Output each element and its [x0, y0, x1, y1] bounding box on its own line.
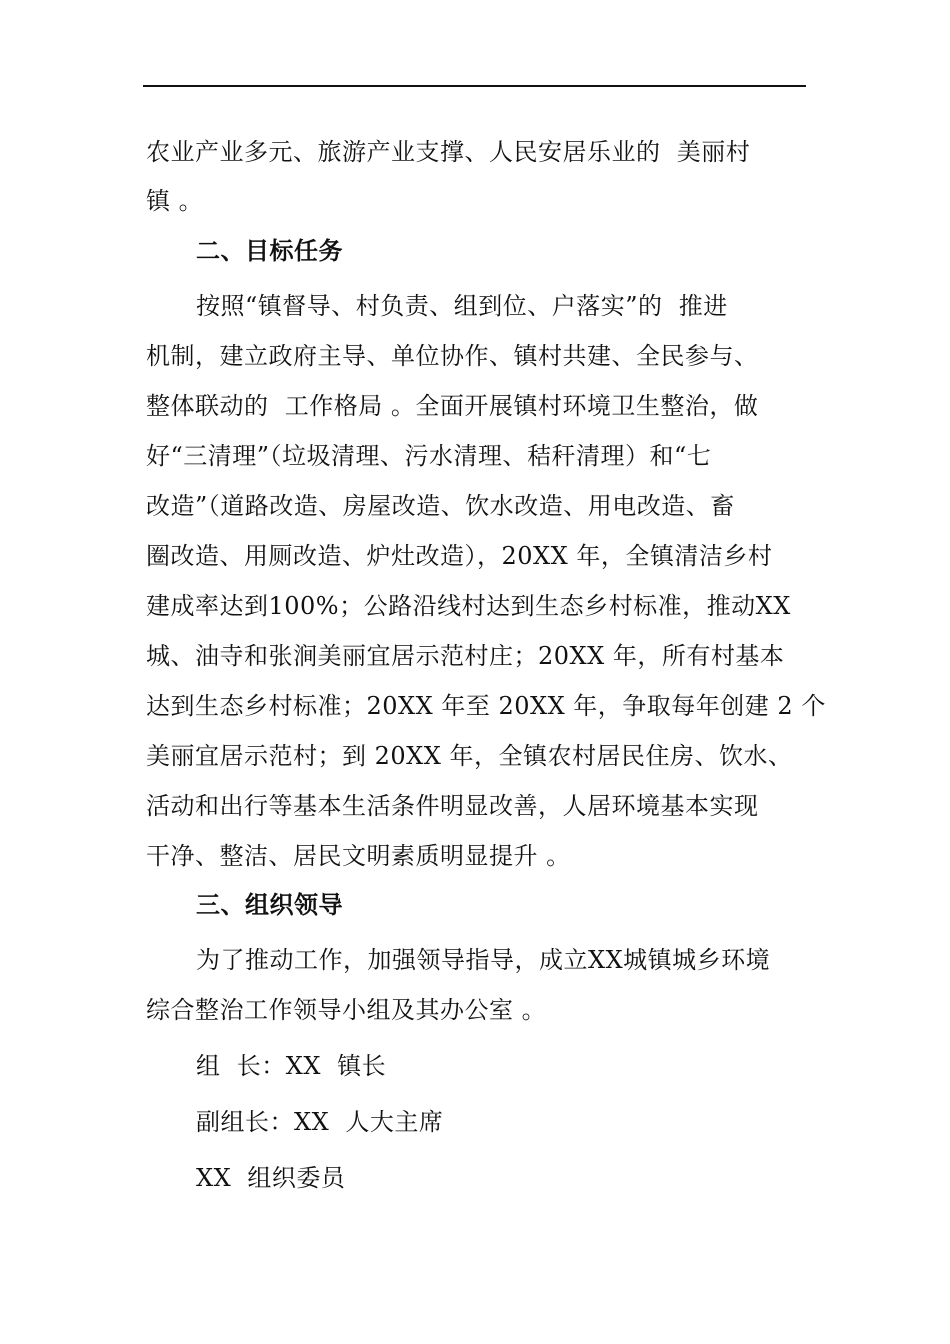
body-line: 农业产业多元、旅游产业支撑、人民安居乐业的 美丽村: [146, 138, 751, 166]
body-line: 城、油寺和张涧美丽宜居示范村庄；20XX 年，所有村基本: [146, 642, 785, 670]
body-line: 干净、整洁、居民文明素质明显提升 。: [146, 842, 571, 870]
header-rule: [143, 85, 806, 87]
body-line: 按照“镇督导、村负责、组到位、户落实”的 推进: [196, 292, 728, 320]
body-line: 活动和出行等基本生活条件明显改善，人居环境基本实现: [146, 792, 759, 820]
body-line: 改造”（道路改造、房屋改造、饮水改造、用电改造、畜: [146, 492, 735, 520]
body-line: 综合整治工作领导小组及其办公室 。: [146, 996, 547, 1024]
body-line: 机制，建立政府主导、单位协作、镇村共建、全民参与、: [146, 342, 759, 370]
body-line: 整体联动的 工作格局 。全面开展镇村环境卫生整治，做: [146, 392, 759, 420]
section-heading-goals: 二、目标任务: [196, 237, 343, 265]
body-line: 美丽宜居示范村；到 20XX 年，全镇农村居民住房、饮水、: [146, 742, 793, 770]
member-line-leader: 组 长：XX 镇长: [196, 1052, 387, 1080]
body-line: 达到生态乡村标准；20XX 年至 20XX 年，争取每年创建 2 个: [146, 692, 826, 720]
body-line: 好“三清理”（垃圾清理、污水清理、秸秆清理）和“七: [146, 442, 712, 470]
section-heading-leadership: 三、组织领导: [196, 891, 343, 919]
body-line: 建成率达到100%；公路沿线村达到生态乡村标准，推动XX: [146, 592, 791, 620]
member-line-deputy: 副组长：XX 人大主席: [196, 1108, 444, 1136]
body-line: 圈改造、用厕改造、炉灶改造），20XX 年，全镇清洁乡村: [146, 542, 773, 570]
body-line: 为了推动工作，加强领导指导，成立XX城镇城乡环境: [196, 946, 771, 974]
body-line: 镇 。: [146, 187, 204, 215]
member-line: XX 组织委员: [196, 1164, 346, 1192]
